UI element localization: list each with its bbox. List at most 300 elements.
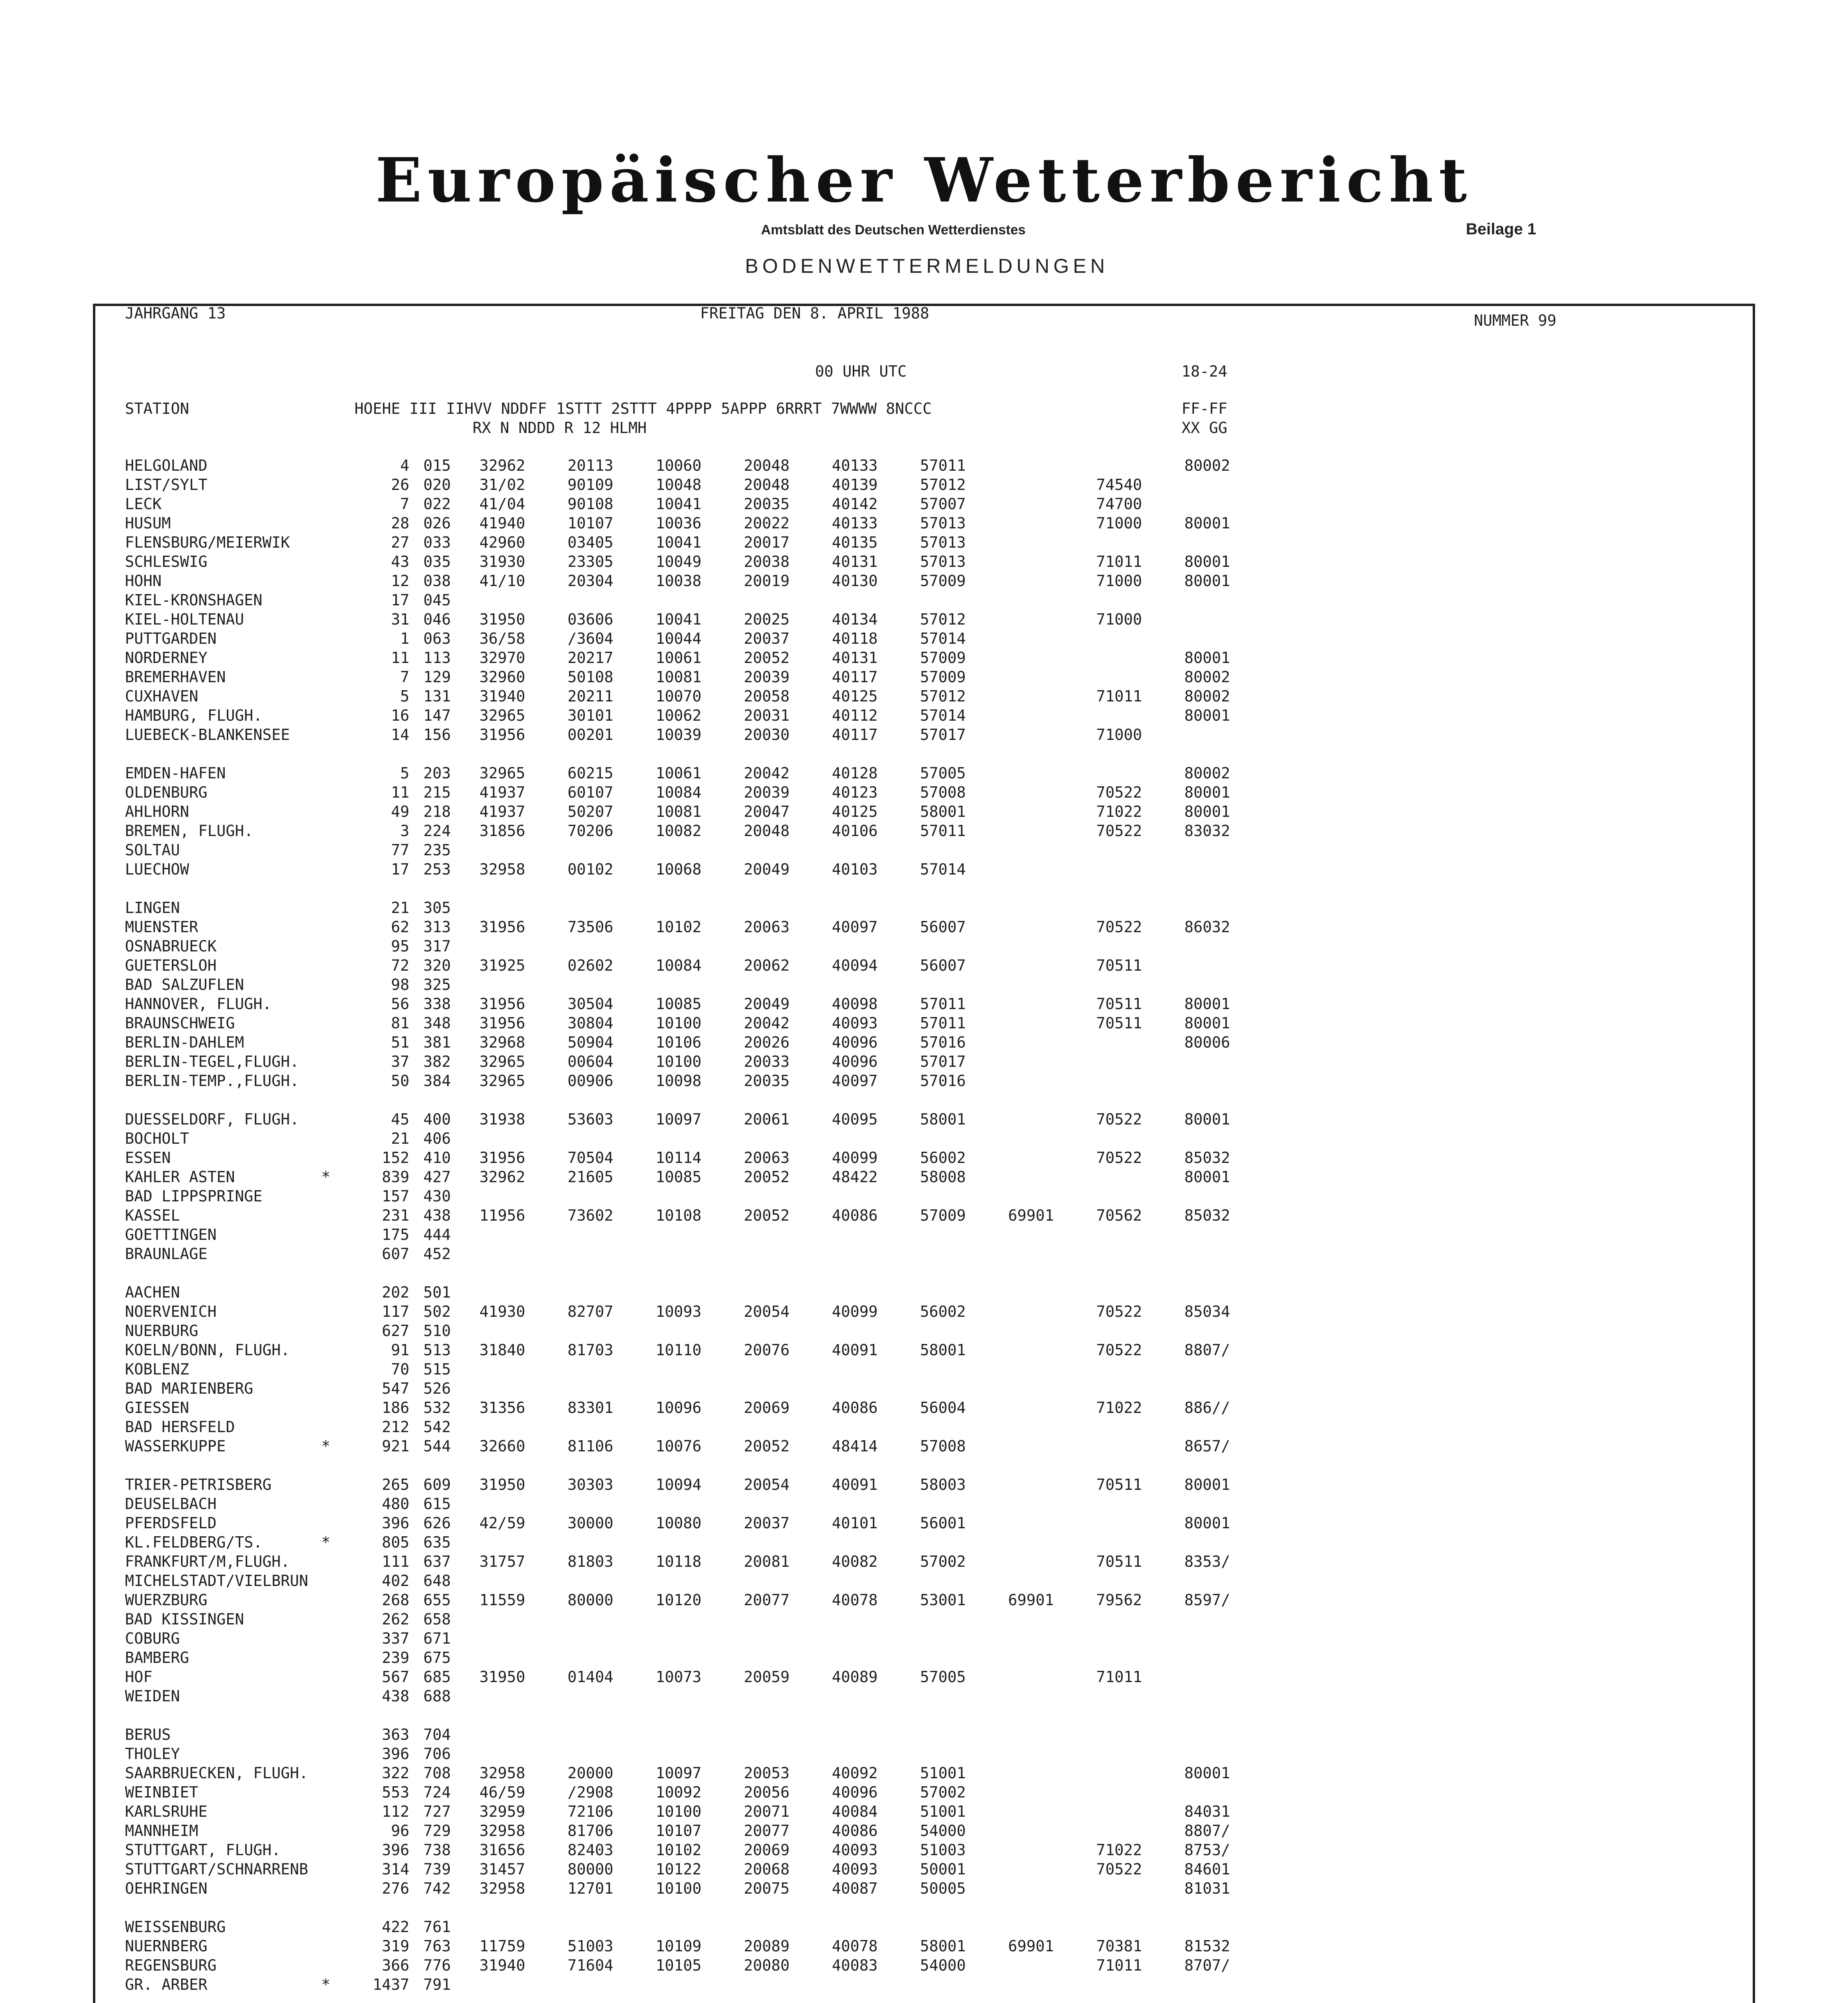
- code-group: 10109: [656, 1937, 702, 1955]
- station-name: HAMBURG, FLUGH.: [125, 707, 263, 724]
- code-group: 71011: [1096, 1957, 1142, 1974]
- code-group: 20042: [744, 764, 790, 782]
- code-group: 063: [423, 630, 451, 647]
- code-group: 31940: [479, 687, 525, 705]
- code-group: 00201: [568, 726, 614, 744]
- station-name: WEISSENBURG: [125, 1918, 226, 1936]
- code-group: 57005: [920, 764, 966, 782]
- code-group: 40112: [832, 707, 878, 724]
- code-group: 40096: [832, 1034, 878, 1051]
- code-group: 80000: [568, 1860, 614, 1878]
- code-group: 69901: [1008, 1207, 1054, 1224]
- code-group: 57013: [920, 534, 966, 551]
- code-group: 615: [423, 1495, 451, 1513]
- code-group: 20042: [744, 1014, 790, 1032]
- code-group: 40093: [832, 1860, 878, 1878]
- station-name: THOLEY: [125, 1745, 180, 1763]
- station-height: 27: [391, 534, 409, 551]
- code-group: 57011: [920, 995, 966, 1013]
- code-group: 10084: [656, 784, 702, 801]
- code-group: 544: [423, 1437, 451, 1455]
- station-height: 805: [382, 1533, 409, 1551]
- code-group: 81706: [568, 1822, 614, 1840]
- code-group: 32965: [479, 764, 525, 782]
- code-group: 57007: [920, 495, 966, 513]
- station-height: 567: [382, 1668, 409, 1686]
- code-group: 438: [423, 1207, 451, 1224]
- station-name: GUETERSLOH: [125, 957, 217, 974]
- code-group: 10076: [656, 1437, 702, 1455]
- code-group: 71000: [1096, 726, 1142, 744]
- code-group: 20053: [744, 1764, 790, 1782]
- station-name: COBURG: [125, 1630, 180, 1647]
- code-group: 56001: [920, 1514, 966, 1532]
- code-group: 609: [423, 1476, 451, 1493]
- code-group: 80001: [1184, 1168, 1230, 1186]
- code-group: 50108: [568, 668, 614, 686]
- station-name: FRANKFURT/M,FLUGH.: [125, 1553, 290, 1570]
- station-height: 26: [391, 476, 409, 494]
- station-name: KARLSRUHE: [125, 1803, 207, 1820]
- code-group: 57012: [920, 611, 966, 628]
- code-group: 317: [423, 937, 451, 955]
- code-group: 31956: [479, 726, 525, 744]
- code-group: 20048: [744, 457, 790, 474]
- code-group: 10060: [656, 457, 702, 474]
- code-group: 381: [423, 1034, 451, 1051]
- code-group: 10102: [656, 1841, 702, 1859]
- code-group: 8707/: [1184, 1957, 1230, 1974]
- code-group: 53603: [568, 1110, 614, 1128]
- code-group: 31956: [479, 995, 525, 1013]
- code-group: 739: [423, 1860, 451, 1878]
- code-group: 31656: [479, 1841, 525, 1859]
- code-group: 313: [423, 918, 451, 936]
- station-name: NUERNBERG: [125, 1937, 207, 1955]
- code-group: 215: [423, 784, 451, 801]
- code-group: 038: [423, 572, 451, 590]
- code-group: 31757: [479, 1553, 525, 1570]
- code-group: 41937: [479, 803, 525, 820]
- station-name: WEIDEN: [125, 1687, 180, 1705]
- station-height: 480: [382, 1495, 409, 1513]
- code-group: 40142: [832, 495, 878, 513]
- code-group: 10061: [656, 649, 702, 667]
- code-group: 30101: [568, 707, 614, 724]
- code-group: 704: [423, 1726, 451, 1743]
- station-name: WEINBIET: [125, 1783, 199, 1801]
- code-group: 57009: [920, 668, 966, 686]
- station-height: 96: [391, 1822, 409, 1840]
- code-header-line1: HOEHE III IIHVV NDDFF 1STTT 2STTT 4PPPP 5APPP 6RRRT 7WWWW 8NCCC: [354, 400, 932, 417]
- station-name: BERLIN-TEGEL,FLUGH.: [125, 1053, 299, 1070]
- code-group: 80002: [1184, 668, 1230, 686]
- code-group: 32958: [479, 860, 525, 878]
- code-group: 50001: [920, 1860, 966, 1878]
- code-group: 32960: [479, 668, 525, 686]
- station-name: LIST/SYLT: [125, 476, 207, 494]
- code-group: 80001: [1184, 649, 1230, 667]
- code-group: 71011: [1096, 553, 1142, 570]
- code-group: 70522: [1096, 918, 1142, 936]
- code-group: 10120: [656, 1591, 702, 1609]
- code-group: 10039: [656, 726, 702, 744]
- code-group: 776: [423, 1957, 451, 1974]
- code-group: 015: [423, 457, 451, 474]
- code-group: 69901: [1008, 1591, 1054, 1609]
- issue-number: NUMMER 99: [1474, 312, 1556, 329]
- code-group: 655: [423, 1591, 451, 1609]
- station-height: 77: [391, 841, 409, 859]
- station-name: SOLTAU: [125, 841, 180, 859]
- code-group: 40098: [832, 995, 878, 1013]
- code-group: 31840: [479, 1341, 525, 1359]
- code-group: 10038: [656, 572, 702, 590]
- station-name: MUENSTER: [125, 918, 199, 936]
- code-group: 10036: [656, 514, 702, 532]
- code-group: 20038: [744, 553, 790, 570]
- code-group: 70381: [1096, 1937, 1142, 1955]
- code-group: 20022: [744, 514, 790, 532]
- station-height: 276: [382, 1880, 409, 1897]
- code-group: 80001: [1184, 803, 1230, 820]
- station-name: LUEBECK-BLANKENSEE: [125, 726, 290, 744]
- code-group: 83301: [568, 1399, 614, 1417]
- code-group: 70511: [1096, 1014, 1142, 1032]
- code-group: 41/04: [479, 495, 525, 513]
- code-group: 20063: [744, 1149, 790, 1167]
- station-height: 1: [400, 630, 409, 647]
- code-group: 82403: [568, 1841, 614, 1859]
- code-group: 51001: [920, 1764, 966, 1782]
- code-group: 40091: [832, 1476, 878, 1493]
- code-group: 10080: [656, 1514, 702, 1532]
- mountain-marker: *: [321, 1976, 330, 1993]
- code-group: 10108: [656, 1207, 702, 1224]
- code-group: 42/59: [479, 1514, 525, 1532]
- code-group: 635: [423, 1533, 451, 1551]
- code-group: 85032: [1184, 1149, 1230, 1167]
- station-height: 3: [400, 822, 409, 840]
- code-group: 20217: [568, 649, 614, 667]
- code-group: 427: [423, 1168, 451, 1186]
- code-group: 46/59: [479, 1783, 525, 1801]
- station-name: REGENSBURG: [125, 1957, 217, 1974]
- station-name: NOERVENICH: [125, 1303, 217, 1320]
- code-group: 81803: [568, 1553, 614, 1570]
- code-group: 727: [423, 1803, 451, 1820]
- code-group: 70522: [1096, 1341, 1142, 1359]
- code-group: 305: [423, 899, 451, 917]
- code-group: 026: [423, 514, 451, 532]
- code-group: 57017: [920, 726, 966, 744]
- code-group: 58003: [920, 1476, 966, 1493]
- station-height: 553: [382, 1783, 409, 1801]
- code-group: 8807/: [1184, 1822, 1230, 1840]
- code-group: 10081: [656, 803, 702, 820]
- code-group: 40130: [832, 572, 878, 590]
- code-group: 70206: [568, 822, 614, 840]
- code-group: 56007: [920, 918, 966, 936]
- station-height: 547: [382, 1380, 409, 1397]
- code-group: 81703: [568, 1341, 614, 1359]
- code-group: 10085: [656, 995, 702, 1013]
- code-group: 71000: [1096, 611, 1142, 628]
- code-group: 58008: [920, 1168, 966, 1186]
- code-group: 10100: [656, 1880, 702, 1897]
- code-group: 40095: [832, 1110, 878, 1128]
- code-group: 10084: [656, 957, 702, 974]
- code-group: 57017: [920, 1053, 966, 1070]
- code-group: 338: [423, 995, 451, 1013]
- station-height: 11: [391, 784, 409, 801]
- code-group: 01404: [568, 1668, 614, 1686]
- code-group: 57013: [920, 553, 966, 570]
- code-group: 40083: [832, 1957, 878, 1974]
- code-group: 20019: [744, 572, 790, 590]
- station-name: OSNABRUECK: [125, 937, 217, 955]
- station-height: 396: [382, 1841, 409, 1859]
- code-group: 675: [423, 1649, 451, 1666]
- station-height: 314: [382, 1860, 409, 1878]
- code-group: 81106: [568, 1437, 614, 1455]
- code-group: 20069: [744, 1841, 790, 1859]
- code-group: 20061: [744, 1110, 790, 1128]
- code-group: 41937: [479, 784, 525, 801]
- code-group: 20089: [744, 1937, 790, 1955]
- station-height: 1437: [372, 1976, 409, 1993]
- code-group: 8807/: [1184, 1341, 1230, 1359]
- code-group: 70522: [1096, 822, 1142, 840]
- code-group: 10102: [656, 918, 702, 936]
- code-group: 20030: [744, 726, 790, 744]
- code-group: 10110: [656, 1341, 702, 1359]
- code-group: 56002: [920, 1149, 966, 1167]
- code-group: 10062: [656, 707, 702, 724]
- code-group: 80002: [1184, 457, 1230, 474]
- code-group: 31925: [479, 957, 525, 974]
- station-name: BERLIN-DAHLEM: [125, 1034, 244, 1051]
- code-group: 57008: [920, 1437, 966, 1455]
- code-group: 72106: [568, 1803, 614, 1820]
- page-title: Europäischer Wetterbericht: [375, 144, 1473, 216]
- code-group: 637: [423, 1553, 451, 1570]
- code-group: 11759: [479, 1937, 525, 1955]
- code-group: 513: [423, 1341, 451, 1359]
- code-group: 320: [423, 957, 451, 974]
- station-name: SCHLESWIG: [125, 553, 207, 570]
- code-group: 40093: [832, 1841, 878, 1859]
- code-group: 57011: [920, 457, 966, 474]
- station-height: 70: [391, 1360, 409, 1378]
- station-height: 117: [382, 1303, 409, 1320]
- code-group: 542: [423, 1418, 451, 1436]
- code-group: 452: [423, 1245, 451, 1263]
- code-group: 80002: [1184, 687, 1230, 705]
- code-group: 40078: [832, 1591, 878, 1609]
- code-group: 82707: [568, 1303, 614, 1320]
- code-group: 57012: [920, 476, 966, 494]
- code-group: 20069: [744, 1399, 790, 1417]
- code-group: 11956: [479, 1207, 525, 1224]
- code-group: 30303: [568, 1476, 614, 1493]
- code-group: 20063: [744, 918, 790, 936]
- code-group: 71022: [1096, 1841, 1142, 1859]
- code-group: 40123: [832, 784, 878, 801]
- station-height: 56: [391, 995, 409, 1013]
- code-group: 20077: [744, 1591, 790, 1609]
- station-name: BERLIN-TEMP.,FLUGH.: [125, 1072, 299, 1090]
- station-height: 212: [382, 1418, 409, 1436]
- section-title: BODENWETTERMELDUNGEN: [745, 255, 1109, 277]
- station-height: 72: [391, 957, 409, 974]
- code-group: 10094: [656, 1476, 702, 1493]
- code-group: 71022: [1096, 803, 1142, 820]
- station-name: HOF: [125, 1668, 153, 1686]
- code-group: 20068: [744, 1860, 790, 1878]
- code-group: 40086: [832, 1399, 878, 1417]
- code-group: 51003: [568, 1937, 614, 1955]
- code-group: 80001: [1184, 1514, 1230, 1532]
- code-header-line2: RX N NDDD R 12 HLMH: [473, 419, 647, 437]
- code-group: 80001: [1184, 995, 1230, 1013]
- code-group: 57011: [920, 822, 966, 840]
- station-name: HELGOLAND: [125, 457, 207, 474]
- code-group: 501: [423, 1284, 451, 1301]
- station-name: STUTTGART, FLUGH.: [125, 1841, 281, 1859]
- code-group: 20052: [744, 649, 790, 667]
- code-group: 51001: [920, 1803, 966, 1820]
- station-height: 4: [400, 457, 409, 474]
- code-group: 020: [423, 476, 451, 494]
- code-group: 40092: [832, 1764, 878, 1782]
- station-name: TRIER-PETRISBERG: [125, 1476, 272, 1493]
- code-group: 31930: [479, 553, 525, 570]
- code-group: 31956: [479, 1014, 525, 1032]
- station-height: 5: [400, 687, 409, 705]
- code-group: 40131: [832, 553, 878, 570]
- code-group: 20017: [744, 534, 790, 551]
- code-group: 57014: [920, 860, 966, 878]
- code-group: 8753/: [1184, 1841, 1230, 1859]
- station-name: ESSEN: [125, 1149, 171, 1167]
- code-group: 70522: [1096, 1303, 1142, 1320]
- code-group: 48414: [832, 1437, 878, 1455]
- code-group: 42960: [479, 534, 525, 551]
- code-group: 626: [423, 1514, 451, 1532]
- station-height: 265: [382, 1476, 409, 1493]
- code-group: 406: [423, 1130, 451, 1147]
- station-name: KOBLENZ: [125, 1360, 189, 1378]
- code-group: 20048: [744, 476, 790, 494]
- station-height: 91: [391, 1341, 409, 1359]
- code-group: 57011: [920, 1014, 966, 1032]
- code-group: 57012: [920, 687, 966, 705]
- station-height: 111: [382, 1553, 409, 1570]
- code-group: 54000: [920, 1957, 966, 1974]
- code-group: 658: [423, 1610, 451, 1628]
- station-name: FLENSBURG/MEIERWIK: [125, 534, 290, 551]
- station-height: 363: [382, 1726, 409, 1743]
- code-group: 84031: [1184, 1803, 1230, 1820]
- code-group: 20077: [744, 1822, 790, 1840]
- code-group: 40117: [832, 726, 878, 744]
- station-height: 17: [391, 591, 409, 609]
- station-height: 21: [391, 1130, 409, 1147]
- observation-time: 00 UHR UTC: [815, 363, 907, 380]
- code-group: 81031: [1184, 1880, 1230, 1897]
- code-group: 41/10: [479, 572, 525, 590]
- code-group: 20304: [568, 572, 614, 590]
- code-group: 40128: [832, 764, 878, 782]
- code-group: 51003: [920, 1841, 966, 1859]
- station-height: 21: [391, 899, 409, 917]
- code-group: 886//: [1184, 1399, 1230, 1417]
- code-group: 84601: [1184, 1860, 1230, 1878]
- code-group: 8657/: [1184, 1437, 1230, 1455]
- code-group: 444: [423, 1226, 451, 1243]
- code-group: 32958: [479, 1822, 525, 1840]
- code-group: 20211: [568, 687, 614, 705]
- code-group: 32965: [479, 1053, 525, 1070]
- station-height: 14: [391, 726, 409, 744]
- code-group: 502: [423, 1303, 451, 1320]
- code-group: 40093: [832, 1014, 878, 1032]
- code-group: 57002: [920, 1553, 966, 1570]
- code-group: 022: [423, 495, 451, 513]
- code-group: 40094: [832, 957, 878, 974]
- code-group: 400: [423, 1110, 451, 1128]
- code-group: 70562: [1096, 1207, 1142, 1224]
- code-group: 54000: [920, 1822, 966, 1840]
- station-name: LECK: [125, 495, 162, 513]
- code-group: 10044: [656, 630, 702, 647]
- code-group: 56007: [920, 957, 966, 974]
- station-height: 43: [391, 553, 409, 570]
- mountain-marker: *: [321, 1533, 330, 1551]
- code-group: 708: [423, 1764, 451, 1782]
- code-group: 20035: [744, 495, 790, 513]
- code-group: 58001: [920, 1110, 966, 1128]
- code-group: 20054: [744, 1303, 790, 1320]
- code-group: 40099: [832, 1149, 878, 1167]
- code-group: 40133: [832, 457, 878, 474]
- code-group: 30804: [568, 1014, 614, 1032]
- station-name: HUSUM: [125, 514, 171, 532]
- code-group: 40125: [832, 687, 878, 705]
- station-name: GOETTINGEN: [125, 1226, 217, 1243]
- station-name: AHLHORN: [125, 803, 189, 820]
- code-group: 50207: [568, 803, 614, 820]
- code-group: 20056: [744, 1783, 790, 1801]
- code-group: 129: [423, 668, 451, 686]
- code-group: 10105: [656, 1957, 702, 1974]
- code-group: /3604: [568, 630, 614, 647]
- station-height: 396: [382, 1514, 409, 1532]
- code-group: 20052: [744, 1168, 790, 1186]
- code-group: 671: [423, 1630, 451, 1647]
- station-name: KASSEL: [125, 1207, 180, 1224]
- station-name: LINGEN: [125, 899, 180, 917]
- code-group: 32958: [479, 1880, 525, 1897]
- code-group: 20052: [744, 1207, 790, 1224]
- code-group: 00906: [568, 1072, 614, 1090]
- code-group: 57002: [920, 1783, 966, 1801]
- code-group: 515: [423, 1360, 451, 1378]
- code-group: 384: [423, 1072, 451, 1090]
- code-group: 382: [423, 1053, 451, 1070]
- mountain-marker: *: [321, 1168, 330, 1186]
